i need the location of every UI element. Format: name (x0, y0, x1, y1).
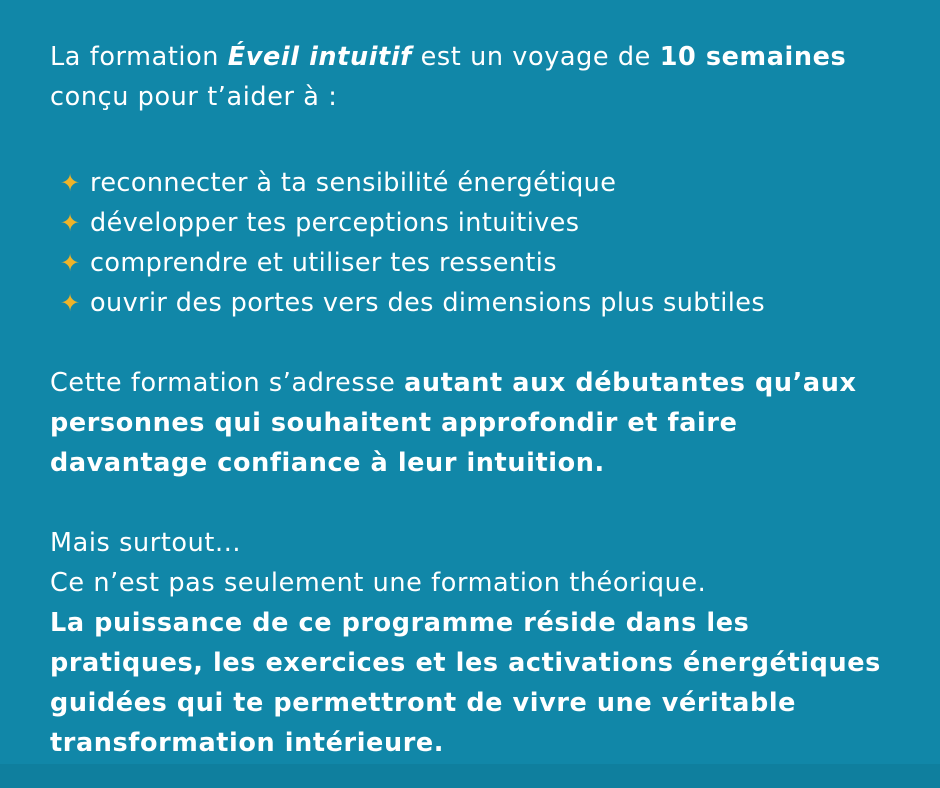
closing-paragraph (50, 523, 890, 763)
sparkles-icon: ✦ (60, 289, 81, 317)
intro-text-part1: La formation (50, 42, 228, 72)
bottom-accent-bar (0, 764, 940, 788)
list-item-label: ouvrir des portes vers des dimensions plus subtiles (90, 288, 766, 318)
list-item-label: comprendre et utiliser tes ressentis (90, 248, 557, 278)
closing-line-1: Mais surtout... (50, 528, 242, 558)
list-item (60, 243, 890, 283)
audience-text-bold: autant aux débutantes qu’aux personnes qui souhaitent approfondir et faire davantage confiance à leur intuition. (50, 368, 857, 478)
sparkles-icon: ✦ (60, 209, 81, 237)
list-item-label: développer tes perceptions intuitives (90, 208, 580, 238)
audience-paragraph (50, 363, 890, 483)
intro-paragraph (50, 37, 890, 117)
program-duration: 10 semaines (659, 42, 847, 72)
closing-line-2: Ce n’est pas seulement une formation théorique. (50, 568, 707, 598)
program-name: Éveil intuitif (227, 42, 412, 72)
intro-text-part3: conçu pour t’aider à : (50, 82, 338, 112)
audience-text-normal: Cette formation s’adresse (50, 368, 405, 398)
closing-line-3: La puissance de ce programme réside dans les pratiques, les exercices et les activations énergétiques guidées qui te permettront de vivre une véritable transformation intérieure. (50, 608, 881, 758)
list-item (60, 283, 890, 323)
sparkles-icon: ✦ (60, 169, 81, 197)
benefits-list (50, 163, 890, 323)
sparkles-icon: ✦ (60, 249, 81, 277)
list-item (60, 163, 890, 203)
list-item-label: reconnecter à ta sensibilité énergétique (90, 168, 617, 198)
spacer-after-list (50, 323, 890, 363)
spacer-before-closing (50, 483, 890, 523)
list-item (60, 203, 890, 243)
intro-text-part2: est un voyage de (411, 42, 660, 72)
